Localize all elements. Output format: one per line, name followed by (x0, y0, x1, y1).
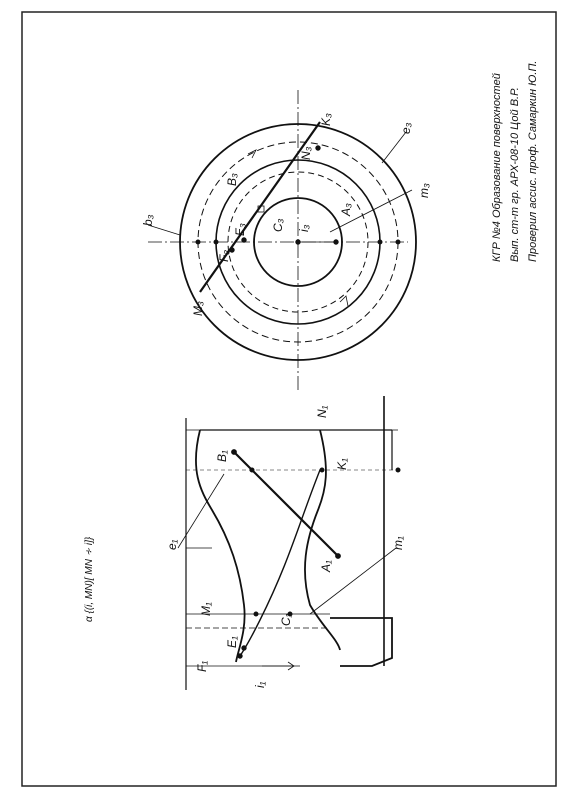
arrow-b3 (248, 150, 256, 158)
label-a1: A₁ (319, 560, 333, 572)
label-m3-point: M₃ (191, 301, 205, 316)
title-line-3: Проверил ассис. проф. Самаркин Ю.П. (527, 60, 539, 262)
point-n3 (316, 146, 320, 150)
point-b1-proj (250, 468, 254, 472)
top-view (148, 90, 416, 392)
label-n3: N₃ (299, 146, 313, 160)
point-right-2 (396, 240, 400, 244)
leader-m1 (310, 548, 396, 614)
label-e1-point: E₁ (225, 636, 239, 648)
point-c3 (296, 240, 300, 244)
label-m3: m₃ (417, 183, 431, 198)
label-e3: e₃ (399, 122, 413, 134)
label-f1: F₁ (195, 660, 209, 672)
point-left-2 (196, 240, 200, 244)
point-left-1 (214, 240, 218, 244)
label-a3: A₃ (339, 203, 353, 216)
label-b1: B₁ (215, 450, 229, 462)
point-a3 (334, 240, 338, 244)
label-m1-point: M₁ (199, 602, 213, 616)
point-k1-edge (396, 468, 400, 472)
front-view (178, 396, 400, 690)
label-c3: C₃ (271, 218, 285, 232)
label-b3-upper: B₃ (225, 173, 239, 186)
label-n1: N₁ (315, 405, 329, 418)
point-right-1 (378, 240, 382, 244)
surface-formula: α {(i, MN)[ MN ∻ i]} (84, 536, 95, 622)
label-i1: i₁ (253, 681, 267, 688)
label-k3: K₃ (319, 113, 333, 126)
label-i3: i₃ (297, 224, 311, 232)
point-f1 (238, 654, 242, 658)
point-a1 (336, 554, 341, 559)
label-c1: C₁ (279, 613, 293, 626)
leader-e1 (178, 474, 224, 548)
front-view-labels (165, 405, 405, 688)
label-m1: m₁ (391, 536, 405, 550)
label-k1: K₁ (335, 458, 349, 470)
label-b3: b₃ (141, 214, 155, 226)
label-e3-point: E₃ (233, 223, 247, 236)
point-e1 (242, 646, 246, 650)
label-f3: F₃ (217, 249, 231, 262)
label-e1: e₁ (165, 539, 179, 550)
point-c1-a (254, 612, 258, 616)
profile-left (196, 430, 245, 662)
leader-e3 (382, 132, 406, 163)
sheet-frame (22, 12, 556, 786)
point-e3 (242, 238, 246, 242)
title-line-2: Вып. ст-т гр. АРХ-08-10 Цой В.Р. (509, 87, 521, 262)
point-b1 (232, 450, 237, 455)
base-box (330, 618, 392, 666)
title-block (491, 61, 539, 262)
title-line-1: КГР №4 Образование поверхностей (491, 73, 503, 262)
point-k1 (320, 468, 324, 472)
